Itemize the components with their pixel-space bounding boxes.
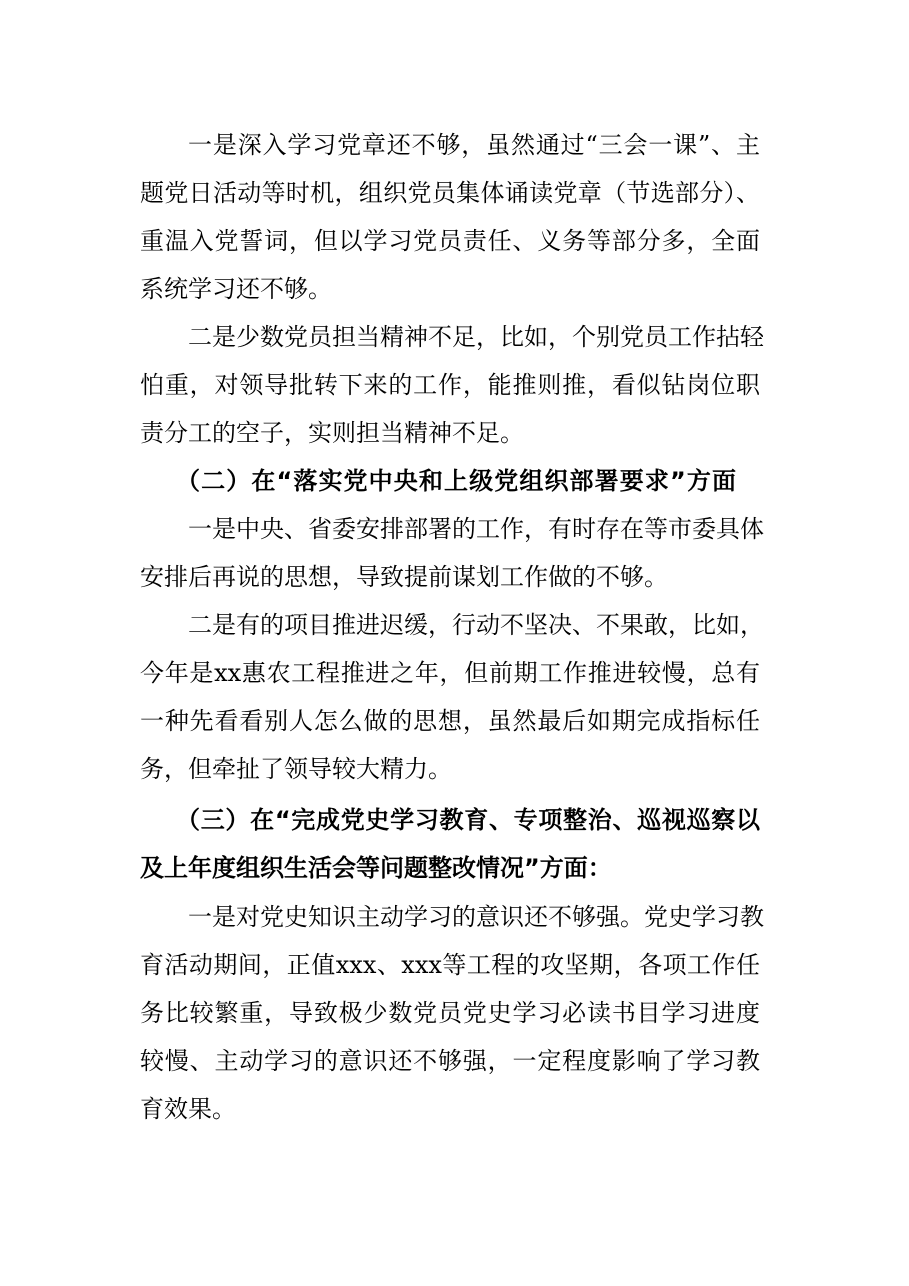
paragraph-4-line-4: 务，但牵扯了领导较大精力。 [140, 755, 452, 783]
section-heading-2: （二）在“落实党中央和上级党组织部署要求”方面 [176, 467, 736, 495]
paragraph-5-line-1: 一是对党史知识主动学习的意识还不够强。党史学习教 [188, 903, 764, 931]
paragraph-1-line-1: 一是深入学习党章还不够，虽然通过“三会一课”、主 [188, 131, 760, 159]
paragraph-4-line-2: 今年是xx惠农工程推进之年，但前期工作推进较慢，总有 [140, 659, 760, 687]
paragraph-4-line-1: 二是有的项目推进迟缓，行动不坚决、不果敢，比如， [188, 611, 764, 639]
paragraph-4-line-3: 一种先看看别人怎么做的思想，虽然最后如期完成指标任 [140, 707, 760, 735]
paragraph-5-line-5: 育效果。 [140, 1095, 236, 1123]
paragraph-2-line-2: 怕重，对领导批转下来的工作，能推则推，看似钻岗位职 [140, 371, 760, 399]
paragraph-3-line-2: 安排后再说的思想，导致提前谋划工作做的不够。 [140, 563, 668, 591]
paragraph-2-line-1: 二是少数党员担当精神不足，比如，个别党员工作拈轻 [188, 323, 764, 351]
section-heading-3-line-2: 及上年度组织生活会等问题整改情况”方面： [140, 854, 612, 882]
paragraph-1-line-3: 重温入党誓词，但以学习党员责任、义务等部分多，全面 [140, 227, 760, 255]
paragraph-1-line-4: 系统学习还不够。 [140, 275, 332, 303]
paragraph-1-line-2: 题党日活动等时机，组织党员集体诵读党章（节选部分）、 [140, 179, 760, 207]
paragraph-5-line-2: 育活动期间，正值xxx、xxx等工程的攻坚期，各项工作任 [140, 951, 760, 979]
paragraph-5-line-3: 务比较繁重，导致极少数党员党史学习必读书目学习进度 [140, 999, 760, 1027]
paragraph-5-line-4: 较慢、主动学习的意识还不够强，一定程度影响了学习教 [140, 1047, 760, 1075]
paragraph-2-line-3: 责分工的空子，实则担当精神不足。 [140, 419, 524, 447]
section-heading-3-line-1: （三）在“完成党史学习教育、专项整治、巡视巡察以 [176, 806, 760, 834]
paragraph-3-line-1: 一是中央、省委安排部署的工作，有时存在等市委具体 [188, 515, 764, 543]
